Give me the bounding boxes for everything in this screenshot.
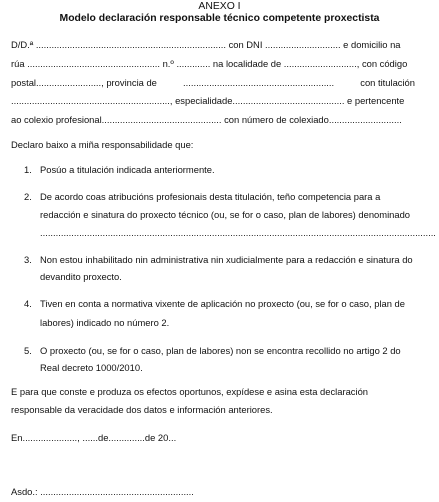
- form-line-3-part-1: postal........................., provincia de: [11, 77, 157, 88]
- item-2-number: 2.: [24, 191, 32, 202]
- item-1-line-1: Posúo a titulación indicada anteriormente.: [40, 164, 215, 175]
- item-5-number: 5.: [24, 345, 32, 356]
- signature-line: Asdo.: ...........................................................: [11, 486, 194, 497]
- item-3-line-1: Non estou inhabilitado nin administrativa nin xudicialmente para a redacción e sinatura do: [40, 254, 413, 265]
- item-4-number: 4.: [24, 298, 32, 309]
- form-line-5: ao colexio profesional.............................................. con número de colexiado............................: [11, 114, 402, 125]
- form-line-3-part-3: con titulación: [360, 77, 415, 88]
- item-4-line-1: Tiven en conta a normativa vixente de aplicación no proxecto (ou, se for o caso, plan de: [40, 298, 405, 309]
- item-2-line-3: ........................................................................................................................................................: [40, 227, 436, 238]
- form-line-3-part-2: ..........................................................: [183, 77, 335, 88]
- declaro-intro: Declaro baixo a miña responsabilidade que:: [11, 139, 194, 150]
- closing-line-1: E para que conste e produza os efectos oportunos, expídese e asina esta declaración: [11, 386, 369, 397]
- item-1-number: 1.: [24, 164, 32, 175]
- item-3-line-2: devandito proxecto.: [40, 271, 122, 282]
- document-title: Modelo declaración responsable técnico competente proxectista: [59, 13, 380, 24]
- item-5-line-1: O proxecto (ou, se for o caso, plan de labores) non se encontra recollido no artigo 2 do: [40, 345, 401, 356]
- form-line-4: ............................................................., especialidade........................................... e pertencente: [11, 95, 405, 106]
- item-2-line-1: De acordo coas atribucións profesionais desta titulación, teño competencia para a: [40, 191, 381, 202]
- annex-heading: ANEXO I: [198, 1, 241, 12]
- item-5-line-2: Real decreto 1000/2010.: [40, 362, 143, 373]
- form-line-1: D/D.ª ......................................................................... con DNI ............................. e domicilio na: [11, 39, 401, 50]
- item-4-line-2: labores) indicado no número 2.: [40, 317, 170, 328]
- item-3-number: 3.: [24, 254, 32, 265]
- place-date-line: En....................., ......de..............de 20...: [11, 432, 177, 443]
- form-line-2: rúa ................................................... n.º ............. na localidade de ............................, con código: [11, 58, 408, 69]
- closing-line-2: responsable da veracidade dos datos e información anteriores.: [11, 404, 273, 415]
- form-line-3: [11, 77, 415, 89]
- item-2-line-2: redacción e sinatura do proxecto técnico (ou, se for o caso, plan de labores) denominado: [40, 209, 411, 220]
